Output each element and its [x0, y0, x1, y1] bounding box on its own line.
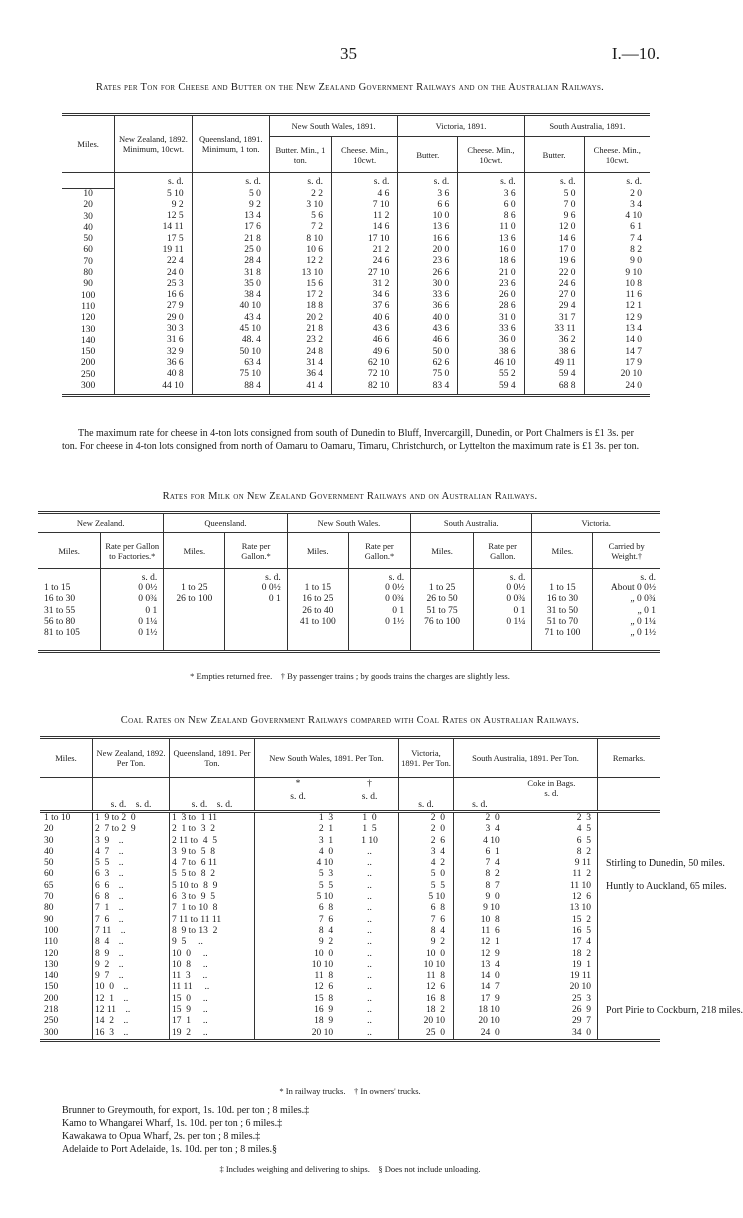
t1-vic-butter-col: 3 6 6 6 10 0 13 6 16 6 20 0 23 6 26 6 30 0 33 6 36 6 40 0 43 6 46 6 50 0 62 6 75 0 83 4 [398, 189, 458, 396]
t3-remark: Stirling to Dunedin, 50 miles. [606, 858, 725, 869]
sd-label: s. d. [458, 173, 524, 189]
t2-nsw-rate-col: 0 0½ 0 0¾ 0 1 0 1½ [348, 583, 410, 651]
t1-qld-col: 5 0 9 2 13 4 17 6 21 8 25 0 28 4 31 8 35 0 38 4 40 10 43 4 45 10 48. 4 50 10 63 4 75 10 88 4 [192, 189, 269, 396]
t1-sa-header: South Australia, 1891. [524, 115, 650, 137]
t3-remarks-col [598, 812, 743, 1041]
sd-label: s. d. [398, 173, 458, 189]
t3-nz-header: New Zealand, 1892. Per Ton. [93, 738, 170, 778]
sd-label: s. d. [454, 778, 506, 812]
t1-nsw-butter-header: Butter. Min., 1 ton. [269, 137, 331, 173]
t2-vic-miles-header: Miles. [532, 533, 593, 569]
t3-nsw-dagger-col: 1 0 1 5 1 10 .. .. .. .. .. .. .. .. .. .. .. .. .. .. .. .. .. [341, 812, 398, 1041]
t2-sa-rate-col: 0 0½ 0 0¾ 0 1 0 1¼ [474, 583, 532, 651]
t1-nsw-header: New South Wales, 1891. [269, 115, 397, 137]
sd-label: s. d. [361, 792, 378, 802]
t3-remark: Port Pirie to Cockburn, 218 miles. [606, 1005, 743, 1016]
t2-nz-miles-header: Miles. [38, 533, 101, 569]
t1-miles-col: 10 20 30 40 50 60 70 80 90 100 110 120 130 140 150 200 250 300 [62, 189, 115, 396]
table1-caption: Rates per Ton for Cheese and Butter on the New Zealand Government Railways and on the Australian Railways. [95, 82, 605, 93]
t1-miles-header: Miles. [62, 115, 115, 173]
t3-qld-col: 1 3 to 1 11 2 1 to 3 2 2 11 to 4 5 3 9 to 5 8 4 7 to 6 11 5 5 to 8 2 5 10 to 8 9 6 3 to 9 5 7 1 to 10 8 7 11 to 11 11 8 9 to 13 2 9 5 .. 10 0 .. 10 8 .. 11 3 .. 11 11 .. 15 0 .. 15 9 .. 17 1 .. 19 2 .. [170, 812, 255, 1041]
t2-nz-miles-col: 1 to 15 16 to 30 31 to 55 56 to 80 81 to 105 [38, 583, 101, 651]
sd-label: s. d. [225, 569, 287, 584]
table2-caption: Rates for Milk on New Zealand Government Railways and on Australian Railways. [162, 491, 538, 502]
t2-qld-rate-header: Rate per Gallon.* [225, 533, 287, 569]
sd-label: s. d. [593, 569, 660, 584]
t1-nsw-butter-col: 2 2 3 10 5 6 7 2 8 10 10 6 12 2 13 10 15 6 17 2 18 8 20 2 21 8 23 2 24 8 31 4 36 4 41 4 [269, 189, 331, 396]
t1-vic-cheese-header: Cheese. Min., 10cwt. [458, 137, 524, 173]
t2-nz-rate-header: Rate per Gallon to Factories.* [101, 533, 164, 569]
final-footnote: ‡ Includes weighing and delivering to ships. § Does not include unloading. [219, 1164, 481, 1174]
extra-rates-list [62, 1104, 622, 1156]
t2-nsw-miles-header: Miles. [287, 533, 348, 569]
t3-sa-col: 2 0 3 4 4 10 6 1 7 4 8 2 8 7 9 0 9 10 10 8 11 6 12 1 12 9 13 4 14 0 14 7 17 9 18 10 20 10 24 0 [454, 812, 506, 1041]
sd-label: s. d. [399, 778, 454, 812]
t3-nsw-header: New South Wales, 1891. Per Ton. [255, 738, 399, 778]
t2-vic-rate-header: Carried by Weight.† [593, 533, 660, 569]
sd-label: s. d. s. d. [170, 778, 255, 812]
t3-sa-coke-col: 2 3 4 5 6 5 8 2 9 11 11 2 11 10 12 6 13 10 15 2 16 5 17 4 18 2 19 1 19 11 20 10 25 3 26 9 29 7 34 0 [506, 812, 598, 1041]
sd-label: s. d. [192, 173, 269, 189]
t2-group-sa: South Australia. [411, 513, 532, 533]
sd-label: s. d. [101, 569, 164, 584]
t2-vic-rate-col: About 0 0½ „ 0 0¾ „ 0 1 „ 0 1¼ „ 0 1½ [593, 583, 660, 651]
page-header [0, 44, 700, 68]
page-number: 35 [340, 44, 357, 63]
t2-footnote: * Empties returned free. † By passenger trains ; by goods trains the charges are slightly less. [190, 671, 510, 681]
extra-rate-line: Kamo to Whangarei Wharf, 1s. 10d. per ton ; 6 miles.‡ [62, 1118, 283, 1129]
t3-remarks-header: Remarks. [598, 738, 660, 778]
t1-nsw-cheese-col: 4 6 7 10 11 2 14 6 17 10 21 2 24 6 27 10 31 2 34 6 37 6 40 6 43 6 46 6 49 6 62 10 72 10 82 10 [331, 189, 397, 396]
t3-nsw-dagger-mark: † [367, 779, 372, 789]
sd-label: s. d. s. d. [93, 778, 170, 812]
t2-group-nz: New Zealand. [38, 513, 164, 533]
t2-group-qld: Queensland. [164, 513, 287, 533]
t2-qld-miles-header: Miles. [164, 533, 225, 569]
t2-nsw-rate-header: Rate per Gallon.* [348, 533, 410, 569]
sd-label: s. d. [584, 173, 650, 189]
sd-label: s. d. [269, 173, 331, 189]
extra-rate-line: Adelaide to Port Adelaide, 1s. 10d. per ton ; 8 miles.§ [62, 1144, 277, 1155]
t3-footnote: * In railway trucks. † In owners' trucks. [279, 1086, 421, 1096]
t3-qld-header: Queensland, 1891. Per Ton. [170, 738, 255, 778]
sd-label: s. d. [348, 569, 410, 584]
t3-miles-col: 1 to 10 20 30 40 50 60 65 70 80 90 100 110 120 130 140 150 200 218 250 300 [40, 812, 93, 1041]
t1-sa-cheese-col: 2 0 3 4 4 10 6 1 7 4 8 2 9 0 9 10 10 8 11 6 12 1 12 9 13 4 14 0 14 7 17 9 20 10 24 0 [584, 189, 650, 396]
sd-label: s. d. [474, 569, 532, 584]
t3-coke-label: Coke in Bags. [527, 778, 576, 788]
t1-vic-cheese-col: 3 6 6 0 8 6 11 0 13 6 16 0 18 6 21 0 23 6 26 0 28 6 31 0 33 6 36 0 38 6 46 10 55 2 59 4 [458, 189, 524, 396]
t1-vic-butter-header: Butter. [398, 137, 458, 173]
t1-sa-butter-header: Butter. [524, 137, 584, 173]
t3-nsw-star-col: 1 3 2 1 3 1 4 0 4 10 5 3 5 5 5 10 6 8 7 6 8 4 9 2 10 0 10 10 11 8 12 6 15 8 16 9 18 9 20 10 [255, 812, 342, 1041]
t2-group-nsw: New South Wales. [287, 513, 410, 533]
t2-sa-miles-header: Miles. [411, 533, 474, 569]
t3-remark: Huntly to Auckland, 65 miles. [606, 881, 727, 892]
t2-nsw-miles-col: 1 to 15 16 to 25 26 to 40 41 to 100 [287, 583, 348, 651]
extra-rate-line: Kawakawa to Opua Wharf, 2s. per ton ; 8 miles.‡ [62, 1131, 261, 1142]
sd-label: s. d. [115, 173, 192, 189]
t1-vic-header: Victoria, 1891. [398, 115, 524, 137]
t1-nz-col: 5 10 9 2 12 5 14 11 17 5 19 11 22 4 24 0 25 3 16 6 27 9 29 0 30 3 31 6 32 9 36 6 40 8 44 10 [115, 189, 192, 396]
table3-caption: Coal Rates on New Zealand Government Railways compared with Coal Rates on Australian Railways. [120, 715, 580, 726]
t1-nz-header: New Zealand, 1892. Minimum, 10cwt. [115, 115, 192, 173]
t2-sa-rate-header: Rate per Gallon. [474, 533, 532, 569]
t3-nz-col: 1 9 to 2 0 2 7 to 2 9 3 9 .. 4 7 .. 5 5 .. 6 3 .. 6 6 .. 6 8 .. 7 1 .. 7 6 .. 7 11 .. 8 4 .. 8 9 .. 9 2 .. 9 7 .. 10 0 .. 12 1 .. 12 11 .. 14 2 .. 16 3 .. [93, 812, 170, 1041]
t2-group-vic: Victoria. [532, 513, 660, 533]
t2-vic-miles-col: 1 to 15 16 to 30 31 to 50 51 to 70 71 to 100 [532, 583, 593, 651]
coal-rates-table [40, 736, 743, 1042]
t1-nsw-cheese-header: Cheese. Min., 10cwt. [331, 137, 397, 173]
cheese-butter-table [62, 113, 650, 397]
extra-rate-line: Brunner to Greymouth, for export, 1s. 10d. per ton ; 8 miles.‡ [62, 1105, 310, 1116]
sd-label: s. d. [524, 173, 584, 189]
t2-nz-rate-col: 0 0½ 0 0¾ 0 1 0 1¼ 0 1½ [101, 583, 164, 651]
t3-sa-header: South Australia, 1891. Per Ton. [454, 738, 598, 778]
t1-qld-header: Queensland, 1891. Minimum, 1 ton. [192, 115, 269, 173]
t1-sa-cheese-header: Cheese. Min., 10cwt. [584, 137, 650, 173]
t3-miles-header: Miles. [40, 738, 93, 778]
document-reference: I.—10. [611, 44, 660, 63]
t3-vic-col: 2 0 2 0 2 6 3 4 4 2 5 0 5 5 5 10 6 8 7 6 8 4 9 2 10 0 10 10 11 8 12 6 16 8 18 2 20 10 25 0 [399, 812, 454, 1041]
t3-nsw-star-mark: * [295, 779, 301, 789]
t2-sa-miles-col: 1 to 25 26 to 50 51 to 75 76 to 100 [411, 583, 474, 651]
t2-qld-miles-col: 1 to 25 26 to 100 [164, 583, 225, 651]
sd-label: s. d. [544, 788, 559, 798]
sd-label: s. d. [290, 792, 306, 802]
milk-table [38, 511, 660, 653]
t1-note: The maximum rate for cheese in 4-ton lots consigned from south of Dunedin to Bluff, Invercargill, Dunedin, or Port Chalmers is £1 3s. per ton. For cheese in 4-ton lots consigned from north of Oamaru to Oamaru, Timaru, Christchurch, or Lyttelton the maximum rate is £1 3s. per ton. [62, 428, 640, 452]
t2-qld-rate-col: 0 0½ 0 1 [225, 583, 287, 651]
t1-sa-butter-col: 5 0 7 0 9 6 12 0 14 6 17 0 19 6 22 0 24 6 27 0 29 4 31 7 33 11 36 2 38 6 49 11 59 4 68 8 [524, 189, 584, 396]
sd-label: s. d. [331, 173, 397, 189]
t3-vic-header: Victoria, 1891. Per Ton. [399, 738, 454, 778]
